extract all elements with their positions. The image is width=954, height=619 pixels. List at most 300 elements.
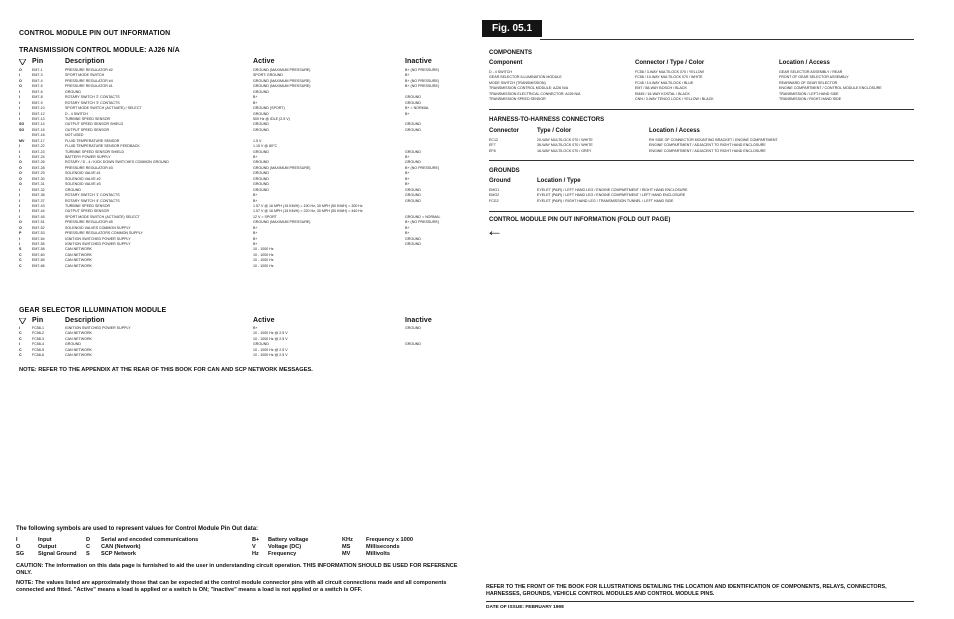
gsm-cell-inactive: GROUND: [405, 326, 421, 330]
tcm-cell-pin: EM7-8: [32, 95, 43, 100]
tcm-cell-description: TURBINE SPEED SENSOR SHIELD: [65, 149, 125, 154]
tcm-cell-active: GROUND: [253, 171, 269, 176]
appendix-note: NOTE: REFER TO THE APPENDIX AT THE REAR OF THIS BOOK FOR CAN AND SCP NETWORK MESSAGES.: [19, 367, 313, 373]
symbol-meaning: SCP Network: [101, 551, 137, 558]
tcm-cell-description: IGNITION SWITCHED POWER SUPPLY: [65, 242, 131, 246]
gsm-cell-type: I: [19, 326, 20, 330]
tcm-cell-inactive: B+: [405, 176, 410, 181]
symbol-row: [16, 544, 456, 551]
tcm-cell-active: B+: [253, 242, 258, 246]
tcm-cell-pin: EM7-4: [32, 78, 43, 83]
tcm-cell-inactive: GROUND: [405, 127, 421, 132]
gsm-pin-table: [19, 326, 459, 359]
gsm-cell-description: CAN NETWORK: [65, 353, 92, 358]
table-row: [489, 149, 914, 154]
component-cell-connector: FC58 / 3-WAY MULTILOCK 070 / YELLOW: [635, 70, 704, 74]
component-cell-connector: CNN / 3-WAY TENCO LOCK / YELLOW / BLACK: [635, 97, 714, 102]
tcm-cell-active: 1.15 V @ 80°C: [253, 144, 278, 149]
tcm-cell-pin: EM7-28: [32, 165, 45, 170]
tcm-cell-active: 12 V = SPORT: [253, 214, 277, 219]
gsm-cell-pin: FC58-3: [32, 336, 44, 341]
gsm-header-desc: Description: [65, 317, 105, 324]
grounds-header-ground: Ground: [489, 178, 511, 184]
tcm-cell-description: SPORT MODE SWITCH (ACTIVATE) / SELECT: [65, 106, 142, 111]
tcm-cell-active: GROUND: [253, 89, 269, 94]
tcm-cell-active: 1.5 V: [253, 138, 262, 143]
tcm-cell-inactive: GROUND: [405, 198, 421, 203]
tcm-cell-description: PRESSURE REGULATOR #4: [65, 78, 113, 83]
tcm-cell-pin: EM7-43: [32, 203, 45, 208]
components-table: [489, 70, 914, 103]
gsm-cell-description: IGNITION SWITCHED POWER SUPPLY: [65, 326, 131, 330]
tcm-cell-inactive: B+: [405, 111, 410, 116]
ground-cell-ground: FCG2: [489, 198, 499, 203]
gsm-cell-type: C: [19, 336, 22, 341]
tcm-cell-pin: EM7-5: [32, 84, 43, 89]
grounds-header-type: Location / Type: [537, 178, 581, 184]
tcm-cell-pin: EM7-23: [32, 149, 45, 154]
tcm-cell-pin: EM7-51: [32, 220, 45, 225]
tcm-cell-type: O: [19, 160, 22, 165]
divider: [489, 109, 914, 110]
gsm-cell-type: I: [19, 342, 20, 347]
tcm-cell-active: B+: [253, 225, 258, 230]
gsm-cell-active: B+: [253, 326, 258, 330]
symbol-key: I: [16, 537, 18, 543]
tcm-cell-inactive: GROUND: [405, 193, 421, 198]
tcm-cell-active: GROUND: [253, 122, 269, 127]
symbol-row: [16, 537, 456, 544]
symbol-meaning: CAN (Network): [101, 544, 141, 551]
divider: [540, 39, 914, 40]
harness-header-location: Location / Access: [649, 128, 700, 134]
tcm-cell-type: O: [19, 165, 22, 170]
harness-cell-type: 36-WAY MULTILOCK 070 / WHITE: [537, 143, 593, 148]
component-cell-component: TRANSMISSION ELECTRICAL CONNECTOR: AJ26 N/A: [489, 91, 581, 96]
symbol-key: KHz: [342, 537, 353, 543]
grounds-title: GROUNDS: [489, 168, 520, 174]
tcm-cell-pin: EM7-60: [32, 252, 45, 257]
gsm-cell-description: CAN NETWORK: [65, 336, 92, 341]
tcm-header-inactive: Inactive: [405, 58, 432, 65]
harness-cell-location: ENGINE COMPARTMENT / ADJACENT TO RIGHT HAND ENCLOSURE: [649, 148, 766, 153]
tcm-cell-description: ROTARY / D - 4 / KICK DOWN SWITCHES COMMON GROUND: [65, 160, 169, 165]
component-cell-connector: EM7 / 88-WAY BOSCH / BLACK: [635, 86, 687, 91]
symbol-meaning: Milliseconds: [366, 544, 400, 551]
gsm-cell-active: GROUND: [253, 342, 269, 347]
tcm-cell-inactive: GROUND: [405, 187, 421, 192]
gsm-header-pin: Pin: [32, 317, 44, 324]
gsm-cell-inactive: GROUND: [405, 342, 421, 347]
gsm-header-active: Active: [253, 317, 275, 324]
tcm-cell-description: CAN NETWORK: [65, 263, 92, 268]
gsm-cell-pin: FC58-6: [32, 353, 44, 358]
gsm-cell-active: 10 - 1000 Hz @ 2.5 V: [253, 331, 288, 336]
harness-cell-connector: EF7: [489, 143, 496, 148]
tcm-cell-type: I: [19, 73, 20, 78]
tcm-cell-type: I: [19, 155, 20, 159]
tcm-cell-pin: EM7-10: [32, 106, 45, 111]
tcm-cell-type: O: [19, 182, 22, 187]
tcm-cell-type: O: [19, 78, 22, 83]
tcm-cell-inactive: GROUND: [405, 100, 421, 105]
gsm-cell-description: CAN NETWORK: [65, 347, 92, 352]
tcm-cell-pin: EM7-31: [32, 182, 45, 187]
component-cell-connector: FC45 / 14-WAY MULTILOCK / BLUE: [635, 80, 694, 85]
tcm-cell-active: 10 - 1000 Hz: [253, 252, 274, 257]
symbol-meaning: Millivolts: [366, 551, 390, 558]
tcm-cell-pin: EM7-6: [32, 89, 43, 94]
tcm-cell-pin: EM7-66: [32, 263, 45, 268]
gsm-cell-active: 10 - 1000 Hz @ 2.5 V: [253, 336, 288, 341]
gsm-cell-pin: FC58-5: [32, 347, 44, 352]
symbol-meaning: Frequency x 1000: [366, 537, 413, 543]
symbol-key: O: [16, 544, 21, 551]
tcm-cell-type: O: [19, 84, 22, 89]
component-cell-location: REARWARD OF GEAR SELECTOR: [779, 80, 838, 85]
tcm-cell-description: PRESSURE REGULATOR #5: [65, 220, 113, 225]
tcm-cell-active: B+: [253, 193, 258, 198]
tcm-cell-description: SPORT MODE SWITCH: [65, 73, 105, 78]
tcm-cell-inactive: B+: [405, 231, 410, 236]
values-note: NOTE: The values listed are approximately those that can be expected at the control module connector pins with all circuit connections made and all components connected and fitted. "Active" means a load is applied or a switch is ON; "Inactive" means a load is not applied or a switch is OFF.: [16, 580, 447, 593]
symbol-key: SG: [16, 551, 25, 558]
tcm-cell-active: GROUND (MAXIMUM PRESSURE): [253, 84, 311, 89]
tcm-cell-description: OUTPUT SPEED SENSOR SHIELD: [65, 122, 124, 127]
tcm-cell-active: SPORT: GROUND: [253, 73, 283, 78]
tcm-cell-type: SG: [19, 122, 25, 127]
tcm-cell-type: MV: [19, 138, 25, 143]
tcm-cell-description: CAN NETWORK: [65, 252, 92, 257]
tcm-cell-pin: EM7-13: [32, 116, 45, 121]
tcm-cell-active: B+: [253, 198, 258, 203]
refer-front-note: REFER TO THE FRONT OF THE BOOK FOR ILLUSTRATIONS DETAILING THE LOCATION AND IDENTIFICATION OF COMPONENTS, RELAYS, CONNECTORS, HARNESSES, GROUNDS, VEHICLE CONTROL MODULES AND CONTROL MODULE PINS.: [486, 584, 887, 597]
tcm-cell-pin: EM7-14: [32, 122, 45, 127]
tcm-cell-description: PRESSURE REGULATORS COMMON SUPPLY: [65, 231, 143, 236]
tcm-cell-pin: EM7-30: [32, 176, 45, 181]
tcm-cell-pin: EM7-44: [32, 209, 45, 214]
tcm-cell-description: NOT USED: [65, 133, 84, 138]
symbol-key: Hz: [252, 551, 259, 558]
tcm-cell-active: GROUND: [253, 127, 269, 132]
tcm-cell-description: IGNITION SWITCHED POWER SUPPLY: [65, 236, 131, 241]
tcm-cell-description: ROTARY SWITCH '4' CONTACTS: [65, 198, 120, 203]
symbol-meaning: Frequency: [268, 551, 297, 558]
tcm-cell-active: GROUND (MAXIMUM PRESSURE): [253, 68, 311, 72]
tcm-cell-inactive: B+ (NO PRESSURE): [405, 84, 440, 89]
tcm-cell-description: PRESSURE REGULATOR #3: [65, 165, 113, 170]
tcm-cell-pin: EM7-65: [32, 258, 45, 263]
tcm-cell-type: I: [19, 106, 20, 111]
tcm-cell-type: O: [19, 220, 22, 225]
tcm-cell-active: B+: [253, 236, 258, 241]
tcm-cell-pin: EM7-15: [32, 127, 45, 132]
tcm-cell-type: I: [19, 95, 20, 100]
gsm-cell-pin: FC58-1: [32, 326, 44, 330]
tcm-cell-description: SOLENOID VALVE #2: [65, 176, 101, 181]
harness-header-connector: Connector: [489, 128, 519, 134]
symbol-key: S: [86, 551, 90, 558]
tcm-cell-description: FLUID TEMPERATURE SENSOR FEEDBACK: [65, 144, 140, 149]
gsm-cell-type: C: [19, 347, 22, 352]
page-title: CONTROL MODULE PIN OUT INFORMATION: [19, 30, 171, 37]
divider: [489, 211, 914, 212]
components-title: COMPONENTS: [489, 50, 533, 56]
harness-cell-location: ENGINE COMPARTMENT / ADJACENT TO RIGHT HAND ENCLOSURE: [649, 143, 766, 148]
tcm-cell-description: ROTARY SWITCH '2' CONTACTS: [65, 95, 120, 100]
tcm-cell-inactive: B+ (NO PRESSURE): [405, 220, 440, 225]
symbol-key: C: [86, 544, 91, 551]
symbol-meaning: Output: [38, 544, 57, 551]
component-cell-location: TRANSMISSION / RIGHT-HAND SIDE: [779, 97, 842, 102]
tcm-cell-inactive: B+: [405, 73, 410, 78]
tcm-header-pin: Pin: [32, 58, 44, 65]
gsm-cell-description: GROUND: [65, 342, 81, 347]
tcm-cell-active: GROUND: [253, 187, 269, 192]
tcm-cell-active: GROUND (MAXIMUM PRESSURE): [253, 78, 311, 83]
tcm-cell-description: PRESSURE REGULATOR #2: [65, 68, 113, 72]
symbol-meaning: Serial and encoded communications: [101, 537, 199, 543]
harness-header-type: Type / Color: [537, 128, 572, 134]
component-cell-location: ENGINE COMPARTMENT / CONTROL MODULE ENCLOSURE: [779, 86, 882, 91]
component-cell-connector: EM45 / 16-WAY KOSTAL / BLACK: [635, 91, 690, 96]
tcm-cell-description: D - 4 SWITCH: [65, 111, 88, 116]
tcm-cell-description: CAN NETWORK: [65, 258, 92, 263]
ground-cell-ground: EMG1: [489, 188, 500, 192]
symbols-legend: [16, 537, 456, 559]
ground-cell-location: EYELET (PAIR) / LEFT HAND LEG / ENGINE COMPARTMENT / LEFT HAND ENCLOSURE: [537, 193, 686, 198]
ground-cell-ground: EMG2: [489, 193, 500, 198]
ground-cell-location: EYELET (PAIR) / LEFT HAND LEG / ENGINE COMPARTMENT / RIGHT HAND ENCLOSURE: [537, 188, 688, 192]
tcm-cell-active: GROUND (SPORT): [253, 106, 285, 111]
table-row: [19, 353, 459, 358]
left-arrow-icon[interactable]: ←: [486, 221, 503, 240]
tcm-cell-description: ROTARY SWITCH '1' CONTACTS: [65, 193, 120, 198]
tcm-cell-type: I: [19, 236, 20, 241]
divider: [489, 160, 914, 161]
tcm-cell-pin: EM7-32: [32, 187, 45, 192]
tcm-cell-inactive: B+: [405, 182, 410, 187]
tcm-cell-active: 10 - 1000 Hz: [253, 258, 274, 263]
tcm-cell-description: ROTARY SWITCH '3' CONTACTS: [65, 100, 120, 105]
tcm-cell-active: GROUND: [253, 176, 269, 181]
tcm-cell-type: I: [19, 187, 20, 192]
tcm-cell-active: 500 Hz @ IDLE (2.5 V): [253, 116, 290, 121]
harness-table: [489, 138, 914, 154]
tcm-cell-type: I: [19, 116, 20, 121]
tcm-cell-type: I: [19, 214, 20, 219]
tcm-cell-type: P: [19, 231, 22, 236]
tcm-cell-description: SOLENOID VALVE #1: [65, 171, 101, 176]
grounds-header: [489, 178, 914, 186]
gsm-cell-active: 10 - 1000 Hz @ 2.5 V: [253, 347, 288, 352]
harness-cell-type: 16-WAY MULTILOCK 070 / GREY: [537, 148, 592, 153]
tcm-cell-active: 10 - 1000 Hz: [253, 247, 274, 252]
tcm-cell-pin: EM7-29: [32, 171, 45, 176]
gsm-cell-description: CAN NETWORK: [65, 331, 92, 336]
table-row: [489, 97, 914, 102]
tcm-cell-inactive: GROUND: [405, 122, 421, 127]
tcm-cell-pin: EM7-53: [32, 231, 45, 236]
tcm-cell-pin: EM7-1: [32, 68, 43, 72]
gsm-cell-pin: FC58-4: [32, 342, 44, 347]
tcm-cell-inactive: B+ = NORMAL: [405, 106, 429, 111]
tcm-cell-active: GROUND (MAXIMUM PRESSURE): [253, 220, 311, 225]
tcm-cell-type: O: [19, 176, 22, 181]
tcm-cell-pin: EM7-3: [32, 73, 43, 78]
symbols-intro: The following symbols are used to represent values for Control Module Pin Out data:: [16, 526, 259, 532]
tcm-cell-type: O: [19, 68, 22, 72]
tcm-cell-inactive: B+ (NO PRESSURE): [405, 78, 440, 83]
harness-title: HARNESS-TO-HARNESS CONNECTORS: [489, 117, 605, 123]
gsm-cell-pin: FC58-2: [32, 331, 44, 336]
tcm-cell-type: I: [19, 198, 20, 203]
tcm-cell-inactive: B+: [405, 225, 410, 230]
tcm-cell-type: S: [19, 247, 22, 252]
harness-cell-connector: EC12: [489, 138, 498, 142]
tcm-cell-active: B+: [253, 155, 258, 159]
ground-cell-location: EYELET (PAIR) / RIGHT HAND LEG / TRANSMISSION TUNNEL / LEFT HAND SIDE: [537, 198, 674, 203]
components-header-location: Location / Access: [779, 60, 830, 66]
gsm-cell-type: C: [19, 331, 22, 336]
tcm-cell-pin: EM7-54: [32, 236, 45, 241]
tcm-cell-description: GROUND: [65, 89, 81, 94]
tcm-cell-inactive: GROUND: [405, 242, 421, 246]
triangle-icon: [19, 59, 26, 65]
tcm-cell-description: GROUND: [65, 187, 81, 192]
gsm-cell-type: C: [19, 353, 22, 358]
tcm-cell-description: SOLENOID VALVE #3: [65, 182, 101, 187]
component-cell-component: MODE SWITCH (TRANSMISSION): [489, 80, 546, 85]
table-row: [489, 199, 914, 204]
gsm-title: GEAR SELECTOR ILLUMINATION MODULE: [19, 307, 167, 314]
foldout-link[interactable]: CONTROL MODULE PIN OUT INFORMATION (FOLD OUT PAGE): [489, 217, 671, 223]
tcm-header-desc: Description: [65, 58, 105, 65]
tcm-cell-description: OUTPUT SPEED SENSOR: [65, 209, 110, 214]
component-cell-location: GEAR SELECTOR ASSEMBLY / REAR: [779, 70, 843, 74]
symbol-meaning: Input: [38, 537, 52, 543]
tcm-cell-type: I: [19, 144, 20, 149]
tcm-cell-type: O: [19, 171, 22, 176]
tcm-cell-description: TURBINE SPEED SENSOR: [65, 116, 111, 121]
component-cell-component: TRANSMISSION CONTROL MODULE: AJ26 N/A: [489, 86, 569, 91]
harness-cell-connector: EF8: [489, 148, 496, 153]
triangle-icon: [19, 318, 26, 324]
tcm-cell-inactive: GROUND: [405, 160, 421, 165]
tcm-cell-inactive: GROUND = NORMAL: [405, 214, 441, 219]
tcm-cell-inactive: B+: [405, 155, 410, 159]
tcm-cell-pin: EM7-52: [32, 225, 45, 230]
tcm-cell-description: SPORT MODE SWITCH (ACTIVATE) SELECT: [65, 214, 140, 219]
tcm-title: TRANSMISSION CONTROL MODULE: AJ26 N/A: [19, 47, 180, 54]
tcm-cell-active: 1.57 V @ 16 MPH (15 KM/H) = 190 Hz; 30 MPH (50 KM/H) = 300 Hz: [253, 203, 363, 208]
tcm-cell-active: GROUND (MAXIMUM PRESSURE): [253, 165, 311, 170]
symbol-key: D: [86, 537, 91, 543]
tcm-pin-table: [19, 68, 459, 269]
tcm-cell-pin: EM7-58: [32, 247, 45, 252]
tcm-cell-pin: EM7-37: [32, 198, 45, 203]
symbol-key: MV: [342, 551, 351, 558]
tcm-cell-active: GROUND: [253, 111, 269, 116]
symbol-meaning: Battery voltage: [268, 537, 309, 543]
tcm-cell-pin: EM7-12: [32, 111, 45, 116]
tcm-cell-description: OUTPUT SPEED SENSOR: [65, 127, 110, 132]
symbol-meaning: Signal Ground: [38, 551, 77, 558]
tcm-cell-inactive: GROUND: [405, 149, 421, 154]
divider: [486, 601, 914, 602]
tcm-cell-description: SOLENOID VALVES COMMON SUPPLY: [65, 225, 131, 230]
tcm-cell-type: C: [19, 252, 22, 257]
grounds-table: [489, 188, 914, 204]
figure-label: Fig. 05.1: [482, 20, 542, 37]
tcm-cell-active: 1.57 V @ 16 MPH (15 KM/H) = 220 Hz; 30 MPH (50 KM/H) = 440 Hz: [253, 209, 363, 214]
tcm-cell-type: C: [19, 263, 22, 268]
tcm-cell-type: I: [19, 89, 20, 94]
harness-header: [489, 128, 914, 136]
tcm-cell-pin: EM7-24: [32, 155, 45, 159]
tcm-cell-active: GROUND: [253, 182, 269, 187]
tcm-cell-active: GROUND: [253, 160, 269, 165]
tcm-cell-pin: EM7-26: [32, 160, 45, 165]
tcm-cell-description: CAN NETWORK: [65, 247, 92, 252]
tcm-cell-pin: EM7-16: [32, 133, 45, 138]
table-row: [19, 264, 459, 269]
tcm-cell-type: O: [19, 225, 22, 230]
tcm-cell-active: B+: [253, 231, 258, 236]
symbol-meaning: Voltage (DC): [268, 544, 302, 551]
caution-text: CAUTION: The information on this data page is furnished to aid the user in understanding circuit operation. THIS INFORMATION SHOULD BE USED FOR REFERENCE ONLY.: [16, 563, 458, 576]
component-cell-component: TRANSMISSION SPEED SENSOR: [489, 97, 546, 102]
tcm-cell-inactive: B+: [405, 171, 410, 176]
tcm-cell-description: PRESSURE REGULATOR #1: [65, 84, 113, 89]
tcm-cell-type: I: [19, 203, 20, 208]
tcm-header: [19, 58, 459, 68]
tcm-cell-description: FLUID TEMPERATURE SENSOR: [65, 138, 120, 143]
tcm-cell-description: BATTERY POWER SUPPLY: [65, 155, 111, 159]
harness-cell-type: 20-WAY MULTILOCK 070 / WHITE: [537, 138, 593, 142]
tcm-cell-type: I: [19, 242, 20, 246]
tcm-cell-type: C: [19, 258, 22, 263]
tcm-header-active: Active: [253, 58, 275, 65]
tcm-cell-pin: EM7-45: [32, 214, 45, 219]
tcm-cell-pin: EM7-9: [32, 100, 43, 105]
tcm-cell-inactive: GROUND: [405, 236, 421, 241]
date-of-issue: DATE OF ISSUE: FEBRUARY 1998: [486, 605, 564, 610]
tcm-cell-type: I: [19, 149, 20, 154]
tcm-cell-active: GROUND: [253, 149, 269, 154]
tcm-cell-type: I: [19, 100, 20, 105]
components-header-connector: Connector / Type / Color: [635, 60, 705, 66]
component-cell-location: FRONT OF GEAR SELECTOR ASSEMBLY: [779, 75, 849, 80]
tcm-cell-type: I: [19, 193, 20, 198]
component-cell-component: D - 4 SWITCH: [489, 70, 512, 74]
tcm-cell-active: 10 - 1000 Hz: [253, 263, 274, 268]
tcm-cell-pin: EM7-22: [32, 144, 45, 149]
symbol-row: [16, 551, 456, 558]
tcm-cell-inactive: B+ (NO PRESSURE): [405, 68, 440, 72]
components-header-component: Component: [489, 60, 523, 66]
tcm-cell-description: TURBINE SPEED SENSOR: [65, 203, 111, 208]
tcm-cell-type: I: [19, 209, 20, 214]
component-cell-connector: FC58 / 10-WAY MULTILOCK 070 / WHITE: [635, 75, 703, 80]
symbol-key: MS: [342, 544, 351, 551]
symbol-key: B+: [252, 537, 260, 543]
gsm-cell-active: 10 - 1000 Hz @ 2.5 V: [253, 353, 288, 358]
gsm-header-inactive: Inactive: [405, 317, 432, 324]
symbol-key: V: [252, 544, 256, 551]
tcm-cell-type: SG: [19, 127, 25, 132]
tcm-cell-type: I: [19, 111, 20, 116]
